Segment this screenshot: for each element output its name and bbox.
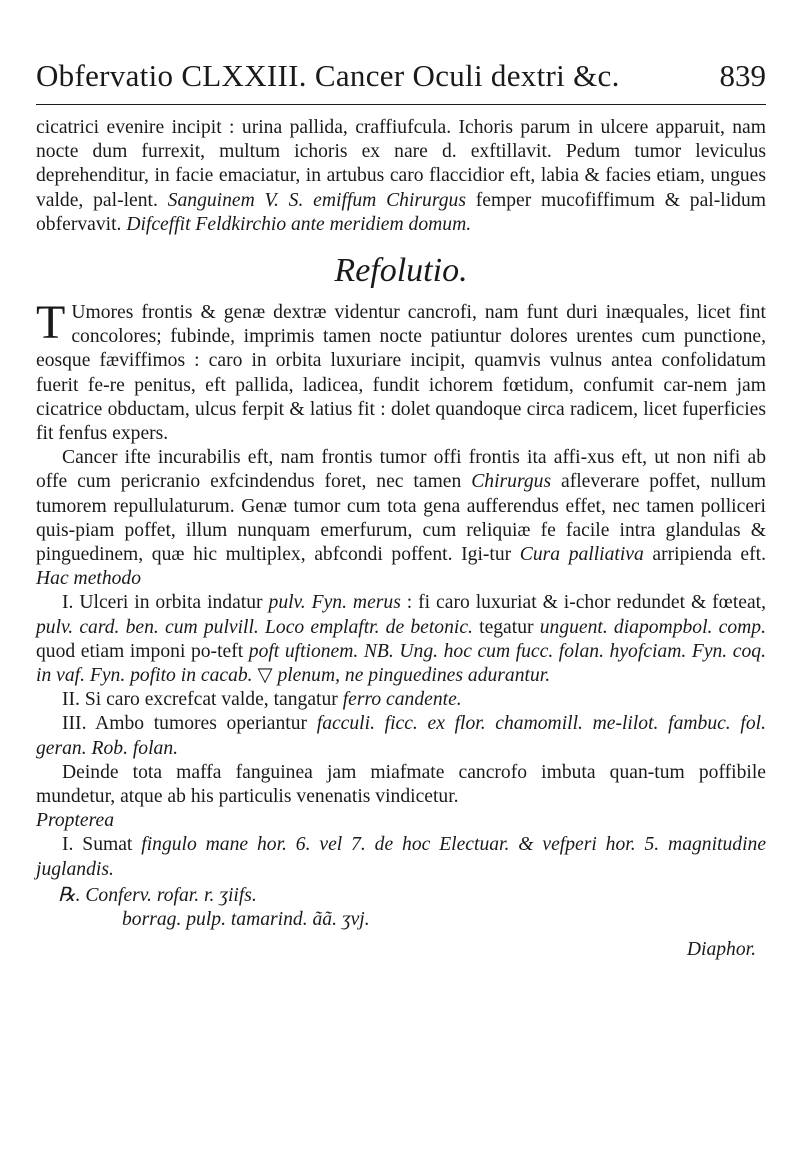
recipe-line-2: borrag. pulp. tamarind. ãã. ʒvj. — [122, 909, 370, 931]
section-heading: Refolutio. — [334, 252, 468, 290]
recipe-line-1: ℞. Conferv. rofar. r. ʒiifs. — [58, 884, 257, 906]
catchword: Diaphor. — [686, 939, 756, 961]
item-1: I. Ulceri in orbita indatur pulv. Fyn. merus : fi caro luxuriat & i-chor redundet & fœteat, pulv. card. ben. cum pulvill. Loco emplaftr. de betonic. tegatur unguent. diapompbol. comp. quod etiam imponi po-teft poft uftionem. NB. Ung. hoc cum fucc. folan. hyofciam. Fyn. coq. in vaf. Fyn. pofito in cacab. ▽ plenum, ne pinguedines adurantur. — [36, 592, 766, 687]
paragraph-cancer: Cancer ifte incurabilis eft, nam frontis tumor offi frontis ita affi-xus eft, ut non nifi ab offe cum pericranio exfcindendus foret, nec tamen Chirurgus afleverare poffet, nullum tumorem repullulaturum. Genæ tumor cum tota gena aufferendus effet, nec tamen polliceri quis-piam poffet, illum nunquam emerfurum, cum reliquiæ fe facile intra glandulas & pinguedinem, quæ hic multiplex, abfcondi poffent. Igi-tur Cura palliativa arripienda eft. Hac methodo — [36, 447, 767, 590]
paragraph-deinde: Deinde tota maffa fanguinea jam miafmate cancrofo imbuta quan-tum poffibile mundetur, atque ab his particulis venenatis vindicetur. — [36, 761, 766, 808]
drop-cap: T — [36, 296, 66, 350]
propterea-line: Propterea — [36, 810, 114, 832]
paragraph-resolutio: T Umores frontis & genæ dextræ videntur cancrofi, nam funt duri inæquales, licet fint concolores; fubinde, imprimis tamen nocte patiuntur dolores urentes cum punctione, eosque fæviffimos : caro in orbita luxuriare incipit, quamvis vulnus antea confolidatum fuerit fe-re penitus, eft pallida, ladicea, fundit ichorem fœtidum, confumit car-nem jam cicatrice obductam, ulcus ferpit & latius fit : dolet quandoque circa radicem, licet fuperficies fit fenfus expers. — [36, 296, 766, 445]
book-page — [36, 0, 766, 1153]
item-3: III. Ambo tumores operiantur facculi. ficc. ex flor. chamomill. me-lilot. fambuc. fol. geran. Rob. folan. — [36, 713, 766, 759]
page-number: 839 — [719, 58, 766, 93]
body-text — [36, 116, 766, 963]
header-rule — [36, 104, 766, 105]
running-title: Obfervatio CLXXIII. Cancer Oculi dextri &c. — [36, 58, 620, 93]
page-header — [36, 58, 766, 104]
item-2: II. Si caro excrefcat valde, tangatur ferro candente. — [62, 689, 462, 711]
item-4: I. Sumat fingulo mane hor. 6. vel 7. de hoc Electuar. & vefperi hor. 5. magnitudine juglandis. — [36, 834, 767, 880]
paragraph-continued: cicatrici evenire incipit : urina pallida, craffiufcula. Ichoris parum in ulcere apparuit, nam nocte dum furrexit, multum ichoris ex nare d. exftillavit. Pedum tumor leviculus deprehenditur, in facie emaciatur, in artubus caro flaccidior eft, labia & facies etiam, ungues valde, pal-lent. Sanguinem V. S. emiffum Chirurgus femper mucofiffimum & pal-lidum obfervavit. Difceffit Feldkirchio ante meridiem domum. — [36, 117, 766, 235]
